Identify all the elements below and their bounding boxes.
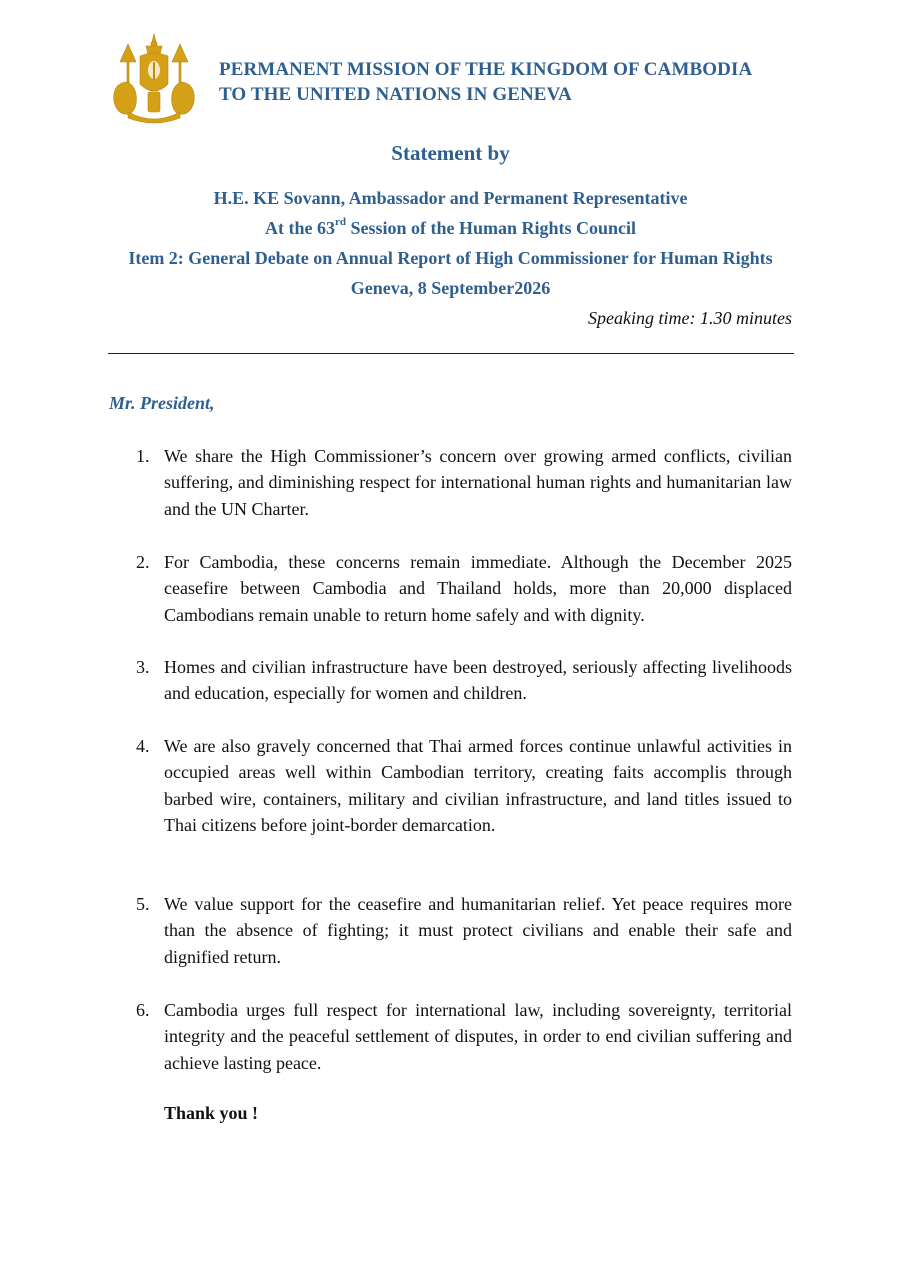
list-item — [136, 549, 792, 628]
salutation: Mr. President, — [109, 393, 215, 413]
agenda-item-line: Item 2: General Debate on Annual Report of High Commissioner for Human Rights — [128, 248, 773, 268]
list-item — [136, 654, 792, 707]
session-ordinal-suffix: rd — [334, 216, 346, 228]
session-line-pre: At the 63 — [264, 218, 335, 238]
mission-header — [219, 57, 752, 107]
royal-arms-emblem-icon — [108, 32, 200, 124]
item-number: 4. — [136, 736, 150, 756]
statement-title: Statement by — [391, 141, 510, 165]
item-number: 1. — [136, 446, 150, 466]
header-divider — [108, 353, 794, 354]
item-text: We are also gravely concerned that Thai armed forces continue unlawful activities in occupied areas well within Cambodian territory, creating faits accomplis through barbed wire, containers, military and civilian infrastructure, and land titles issued to Thai citizens before joint-border demarcation. — [164, 736, 792, 836]
mission-line-1: PERMANENT MISSION OF THE KINGDOM OF CAMBODIA — [219, 59, 753, 80]
list-item — [136, 997, 792, 1076]
place-date-line: Geneva, 8 September2026 — [350, 278, 551, 298]
item-text: We value support for the ceasefire and humanitarian relief. Yet peace requires more than the absence of fighting; it must protect civilians and enable their safe and dignified return. — [164, 894, 792, 967]
session-line — [108, 218, 793, 239]
mission-line-2: TO THE UNITED NATIONS IN GENEVA — [219, 84, 572, 105]
speaker-line: H.E. KE Sovann, Ambassador and Permanent Representative — [213, 188, 688, 208]
list-item — [136, 443, 792, 522]
list-item — [136, 891, 792, 970]
item-number: 3. — [136, 657, 150, 677]
closing-text: Thank you ! — [164, 1103, 259, 1123]
item-number: 2. — [136, 552, 150, 572]
session-line-post: Session of the Human Rights Council — [345, 218, 637, 238]
item-text: We share the High Commissioner’s concern over growing armed conflicts, civilian suffering, and diminishing respect for international human rights and humanitarian law and the UN Charter. — [164, 446, 792, 519]
item-text: Homes and civilian infrastructure have been destroyed, seriously affecting livelihoods and education, especially for women and children. — [164, 657, 792, 704]
item-text: Cambodia urges full respect for international law, including sovereignty, territorial integrity and the peaceful settlement of disputes, in order to end civilian suffering and achieve lasting peace. — [164, 1000, 792, 1073]
list-item — [136, 733, 792, 839]
speaking-time: Speaking time: 1.30 minutes — [588, 308, 792, 328]
item-number: 5. — [136, 894, 150, 914]
item-text: For Cambodia, these concerns remain immediate. Although the December 2025 ceasefire between Cambodia and Thailand holds, more than 20,000 displaced Cambodians remain unable to return home safely and with dignity. — [164, 552, 792, 625]
item-number: 6. — [136, 1000, 150, 1020]
